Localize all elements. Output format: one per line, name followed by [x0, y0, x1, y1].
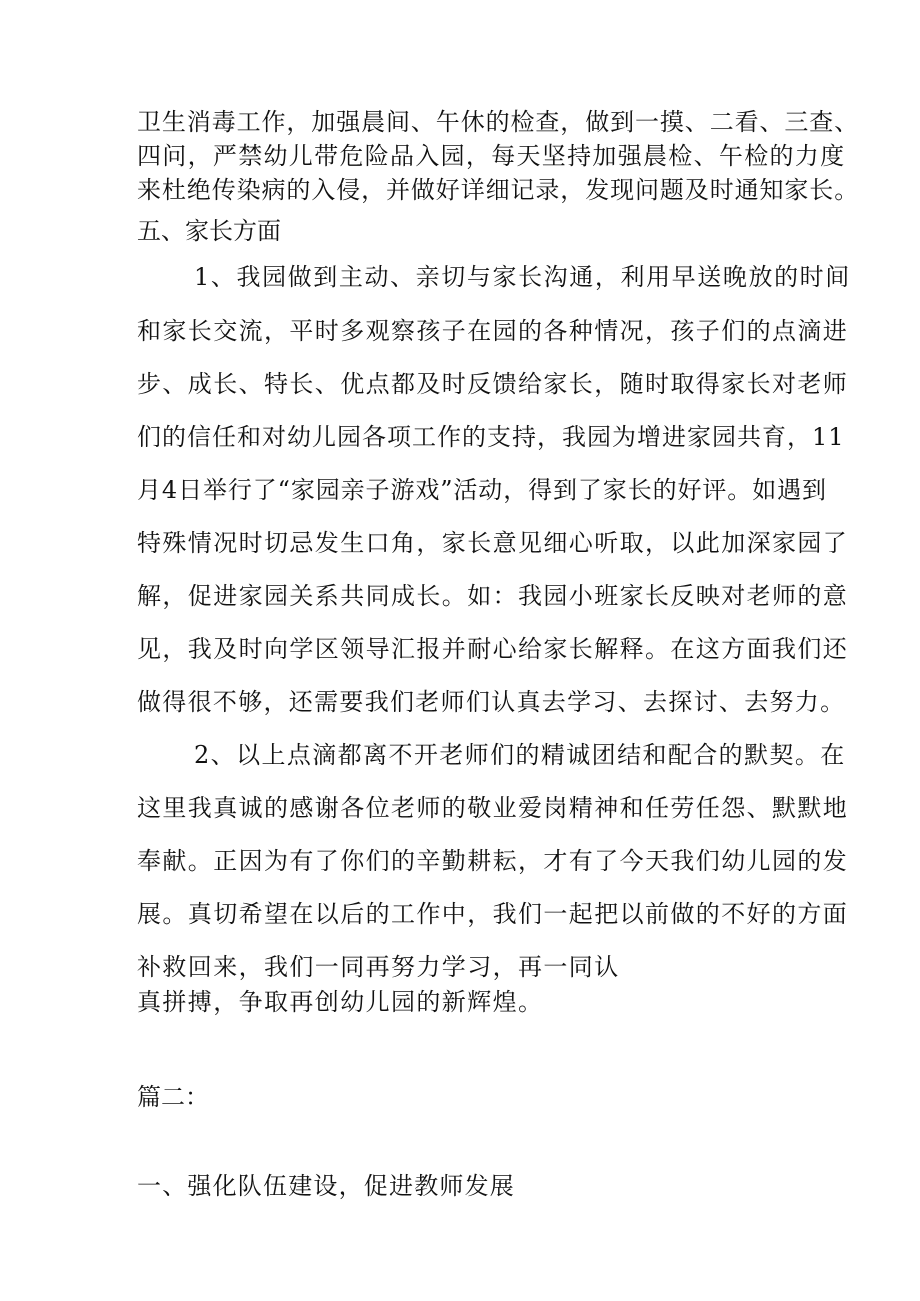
text-line: 特殊情况时切忌发生口角，家长意见细心听取，以此加深家园了 [137, 529, 849, 557]
text-line: 和家长交流，平时多观察孩子在园的各种情况，孩子们的点滴进 [137, 317, 849, 345]
text-line: 卫生消毒工作，加强晨间、午休的检查，做到一摸、二看、三查、 [137, 108, 860, 136]
text-line: 这里我真诚的感谢各位老师的敬业爱岗精神和任劳任怨、默默地 [137, 794, 849, 822]
text-line: 做得很不够，还需要我们老师们认真去学习、去探讨、去努力。 [137, 688, 846, 716]
text-line: 们的信任和对幼儿园各项工作的支持，我园为增进家园共育，11 [137, 423, 845, 451]
text-line: 解，促进家园关系共同成长。如：我园小班家长反映对老师的意 [137, 582, 849, 610]
section-heading-team-building: 一、强化队伍建设，促进教师发展 [137, 1172, 515, 1200]
text-line: 2、以上点滴都离不开老师们的精诚团结和配合的默契。在 [194, 741, 846, 769]
text-line: 见，我及时向学区领导汇报并耐心给家长解释。在这方面我们还 [137, 635, 849, 663]
text-line: 四问，严禁幼儿带危险品入园，每天坚持加强晨检、午检的力度 [137, 142, 846, 170]
text-line: 真拼搏，争取再创幼儿园的新辉煌。 [137, 988, 544, 1016]
section-heading-part-two: 篇二： [137, 1083, 209, 1111]
text-line: 1、我园做到主动、亲切与家长沟通，利用早送晚放的时间 [194, 263, 851, 291]
text-line: 展。真切希望在以后的工作中，我们一起把以前做的不好的方面 [137, 900, 849, 928]
section-heading-parents: 五、家长方面 [137, 217, 281, 245]
text-line: 月4日举行了“家园亲子游戏”活动，得到了家长的好评。如遇到 [137, 476, 827, 504]
text-line: 奉献。正因为有了你们的辛勤耕耘，才有了今天我们幼儿园的发 [137, 847, 849, 875]
text-line: 来杜绝传染病的入侵，并做好详细记录，发现问题及时通知家长。 [137, 176, 860, 204]
text-line: 步、成长、特长、优点都及时反馈给家长，随时取得家长对老师 [137, 370, 849, 398]
text-line: 补救回来，我们一同再努力学习，再一同认 [137, 953, 620, 981]
